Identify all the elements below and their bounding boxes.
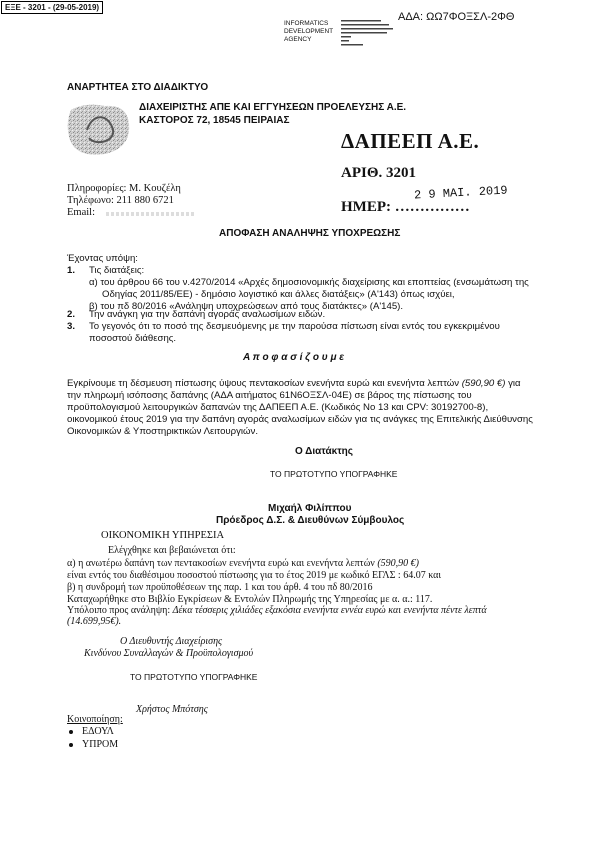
finance-remaining-label: Υπόλοιπο προς ανάληψη: bbox=[67, 605, 173, 616]
organization-seal bbox=[65, 100, 133, 158]
item-text-1: Τις διατάξεις: bbox=[89, 265, 145, 276]
distribution-heading: Κοινοποίηση: bbox=[67, 714, 123, 725]
bullet-icon bbox=[69, 730, 73, 734]
finance-remaining bbox=[67, 605, 487, 616]
distribution-item-2: ΥΠΡΟΜ bbox=[82, 739, 119, 750]
decision-title: ΑΠΟΦΑΣΗ ΑΝΑΛΗΨΗΣ ΥΠΟΧΡΕΩΣΗΣ bbox=[219, 228, 401, 239]
agency-logo-small-print bbox=[341, 19, 401, 49]
item-number-3: 3. bbox=[67, 321, 76, 332]
item-text-2: Την ανάγκη για την δαπάνη αγοράς αναλωσίμων ειδών. bbox=[89, 309, 326, 320]
finance-line-a bbox=[67, 558, 419, 569]
item-3-continuation: ποσοστού διάθεσης. bbox=[89, 333, 177, 344]
finance-checked: Ελέγχθηκε και βεβαιώνεται ότι: bbox=[108, 545, 236, 556]
decide-heading: Α π ο φ α σ ί ζ ο υ μ ε bbox=[243, 352, 345, 363]
approval-line-5: Οικονομικών & Υποστηρικτικών Λειτουργιών. bbox=[67, 426, 258, 437]
director-title: Ο Διευθυντής Διαχείρισης bbox=[120, 636, 223, 647]
protocol-date: ΗΜΕΡ: …………… bbox=[341, 199, 470, 215]
agency-logo bbox=[284, 20, 339, 44]
item-1-sub-a-line2: Οδηγίας 2011/85/ΕΕ) - δημόσιο λογιστικό και άλλες διατάξεις» (Α'143) όπως ισχύει, bbox=[102, 289, 455, 300]
authorizer-title: Ο Διατάκτης bbox=[295, 446, 353, 457]
item-1-sub-b: β) του πδ 80/2016 «Ανάληψη υποχρεώσεων από τους διατάκτες» (Α'145). bbox=[89, 301, 404, 312]
director-department: Κινδύνου Συναλλαγών & Προϋπολογισμού bbox=[84, 648, 254, 659]
authorizer-signature-note: ΤΟ ΠΡΩΤΟΤΥΠΟ ΥΠΟΓΡΑΦΗΚΕ bbox=[270, 469, 398, 479]
posting-label: ΑΝΑΡΤΗΤΕΑ ΣΤΟ ΔΙΑΔΙΚΤΥΟ bbox=[67, 82, 209, 93]
approval-line-1-end: για bbox=[505, 378, 521, 389]
small-print-lines bbox=[341, 19, 401, 49]
issuer-short-name: ΔΑΠΕΕΠ Α.Ε. bbox=[341, 129, 480, 153]
considering-heading: Έχοντας υπόψη: bbox=[67, 253, 138, 264]
approval-line-1-text: Εγκρίνουμε τη δέσμευση πίστωσης ύψους πεντακοσίων ενενήντα ευρώ και ενενήντα λεπτών bbox=[67, 378, 462, 389]
approval-line-3: προϋπολογισμού λειτουργικών δαπανών της ΔΑΠΕΕΠ Α.Ε. (Κωδικός Νο 13 και CPV: 30192700-8), bbox=[67, 402, 489, 413]
ada-number: ΑΔΑ: ΩΩ7ΦΟΞΣΛ-2ΦΘ bbox=[398, 11, 515, 23]
approval-line-4: οικονομικού έτους 2019 για την δαπάνη αγοράς αναλωσίμων ειδών για τις ανάγκες της Επιτελικής Διεύθυνσης bbox=[67, 414, 533, 425]
finance-registration: Καταχωρήθηκε στο Βιβλίο Εγκρίσεων & Εντολών Πληρωμής της Υπηρεσίας με α. α.: 117. bbox=[67, 594, 433, 605]
contact-phone: Τηλέφωνο: 211 880 6721 bbox=[67, 195, 174, 206]
issuer-address: ΚΑΣΤΟΡΟΣ 72, 18545 ΠΕΙΡΑΙΑΣ bbox=[139, 115, 290, 126]
approval-line-2: την πληρωμή ισόποσης δαπάνης (ΑΔΑ αιτήματος 61Ν6ΟΞΣΛ-04Ε) σε βάρος της πίστωσης του bbox=[67, 390, 472, 401]
finance-amount: (590,90 €) bbox=[377, 558, 419, 569]
document-stamp: ΕΞΕ - 3201 - (29-05-2019) bbox=[1, 1, 103, 14]
issuer-name: ΔΙΑΧΕΙΡΙΣΤΗΣ ΑΠΕ ΚΑΙ ΕΓΓΥΗΣΕΩΝ ΠΡΟΕΛΕΥΣΗΣ Α.Ε. bbox=[139, 102, 407, 113]
distribution-item-1: ΕΔΟΥΛ bbox=[82, 726, 114, 737]
approval-amount: (590,90 €) bbox=[461, 378, 506, 389]
finance-line-a-text: α) η ανωτέρω δαπάνη των πεντακοσίων ενενήντα ευρώ και ενενήντα λεπτών bbox=[67, 558, 378, 569]
contact-info: Πληροφορίες: Μ. Κουζέλη bbox=[67, 183, 181, 194]
finance-line-b: β) η συνδρομή των προϋποθέσεων της παρ. 1 και του άρθ. 4 του πδ 80/2016 bbox=[67, 582, 373, 593]
seal-image bbox=[65, 100, 133, 158]
director-name: Χρήστος Μπότσης bbox=[136, 704, 208, 715]
finance-remaining-words: Δέκα τέσσερις χιλιάδες εξακόσια ενενήντα εννέα ευρώ και ενενήντα πέντε λεπτά bbox=[172, 605, 487, 616]
protocol-date-stamp: 2 9 ΜΑΙ. 2019 bbox=[413, 183, 508, 203]
item-number-2: 2. bbox=[67, 309, 76, 320]
contact-email: Email: bbox=[67, 207, 95, 218]
director-signature-note: ΤΟ ΠΡΩΤΟΤΥΠΟ ΥΠΟΓΡΑΦΗΚΕ bbox=[130, 672, 258, 682]
agency-line-3: AGENCY bbox=[284, 36, 312, 43]
email-redacted bbox=[106, 212, 194, 216]
finance-remaining-amount: (14.699,95€). bbox=[67, 616, 122, 627]
item-text-3: Το γεγονός ότι το ποσό της δεσμευόμενης με την παρούσα πίστωση είναι εντός του εγκεκριμένου bbox=[89, 321, 500, 332]
bullet-icon bbox=[69, 743, 73, 747]
finance-line-a2: είναι εντός του διαθέσιμου ποσοστού πίστωσης για το έτος 2019 με κωδικό ΕΓΛΣ : 64.07 και bbox=[67, 570, 442, 581]
agency-line-1: INFORMATICS bbox=[284, 20, 329, 27]
finance-heading: ΟΙΚΟΝΟΜΙΚΗ ΥΠΗΡΕΣΙΑ bbox=[101, 530, 225, 541]
protocol-number: ΑΡΙΘ. 3201 bbox=[341, 165, 416, 181]
authorizer-name: Μιχαήλ Φιλίππου bbox=[268, 503, 352, 514]
item-number-1: 1. bbox=[67, 265, 76, 276]
agency-line-2: DEVELOPMENT bbox=[284, 28, 334, 35]
item-1-sub-a-line1: α) του άρθρου 66 του ν.4270/2014 «Αρχές δημοσιονομικής διαχείρισης και εποπτείας (ενσωμάτωση της bbox=[89, 277, 529, 288]
approval-line-1 bbox=[67, 378, 521, 390]
authorizer-role: Πρόεδρος Δ.Σ. & Διευθύνων Σύμβουλος bbox=[216, 515, 405, 526]
